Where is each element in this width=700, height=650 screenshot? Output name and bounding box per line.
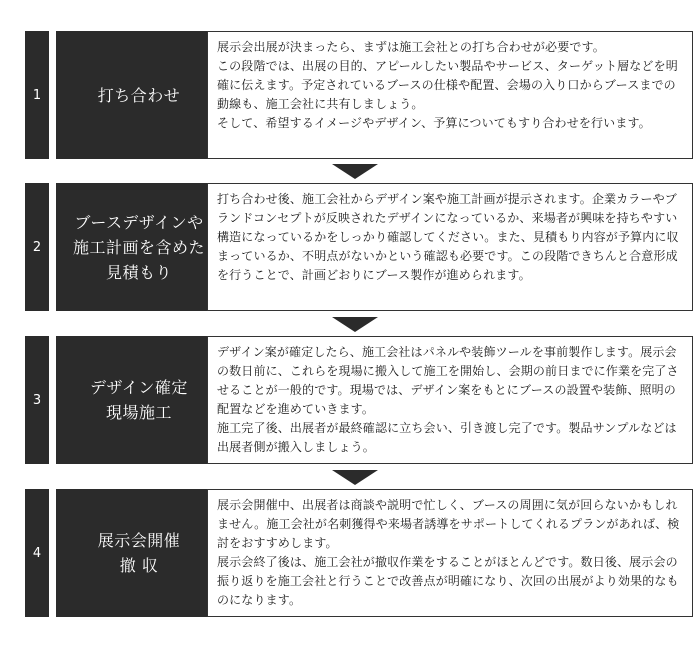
down-arrow-icon	[332, 470, 378, 485]
step-title: 打ち合わせ	[56, 31, 222, 159]
step-number: 4	[25, 489, 49, 617]
step-1	[25, 31, 693, 159]
step-number: 1	[25, 31, 49, 159]
step-description: デザイン案が確定したら、施工会社はパネルや装飾ツールを事前製作します。展示会の数日前に、これらを現場に搬入して施工を開始し、会期の前日までに作業を完了させることが一般的です。現場では、デザイン案をもとにブースの設置や装飾、照明の配置などを進めていきます。 施工完了後、出展者が最終確認に立ち会い、引き渡し完了です。製品サンプルなどは出展者側が搬入しましょう。	[207, 336, 693, 464]
step-number: 3	[25, 336, 49, 464]
step-title: ブースデザインや 施工計画を含めた 見積もり	[56, 183, 222, 311]
step-number: 2	[25, 183, 49, 311]
step-4	[25, 489, 693, 617]
step-title: デザイン確定 現場施工	[56, 336, 222, 464]
step-description: 打ち合わせ後、施工会社からデザイン案や施工計画が提示されます。企業カラーやブランドコンセプトが反映されたデザインになっているか、来場者が興味を持ちやすい構造になっているかをしっかり確認してください。また、見積もり内容が予算内に収まっているか、不明点がないかという確認も必要です。この段階できちんと合意形成を行うことで、計画どおりにブース製作が進められます。	[207, 183, 693, 311]
down-arrow-icon	[332, 317, 378, 332]
step-description: 展示会出展が決まったら、まずは施工会社との打ち合わせが必要です。 この段階では、出展の目的、アピールしたい製品やサービス、ターゲット層などを明確に伝えます。予定されているブースの仕様や配置、会場の入り口からブースまでの動線も、施工会社に共有しましょう。 そして、希望するイメージやデザイン、予算についてもすり合わせを行います。	[207, 31, 693, 159]
step-2	[25, 183, 693, 311]
step-title: 展示会開催 撤 収	[56, 489, 222, 617]
down-arrow-icon	[332, 164, 378, 179]
step-3	[25, 336, 693, 464]
step-description: 展示会開催中、出展者は商談や説明で忙しく、ブースの周囲に気が回らないかもしれません。施工会社が名刺獲得や来場者誘導をサポートしてくれるプランがあれば、検討をおすすめします。 展示会終了後は、施工会社が撤収作業をすることがほとんどです。数日後、展示会の振り返りを施工会社と行うことで改善点が明確になり、次回の出展がより効果的なものになります。	[207, 489, 693, 617]
